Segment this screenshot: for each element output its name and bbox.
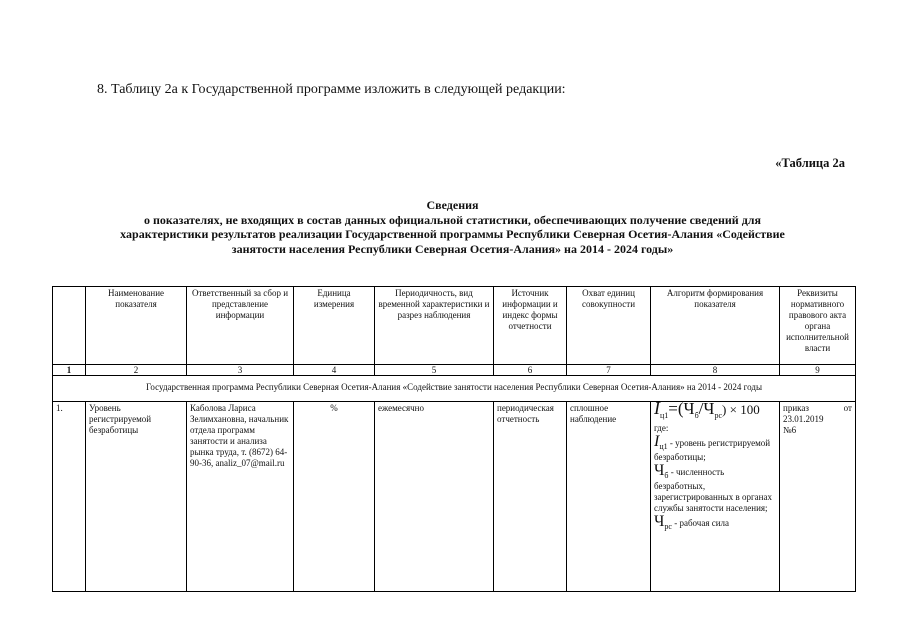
header-col-8: Алгоритм формирования показателя [651, 287, 780, 365]
information-source: периодическая отчетность [494, 402, 567, 592]
term-unemployment-rate [654, 433, 776, 463]
term2-sub: б [664, 470, 669, 480]
intro-paragraph: 8. Таблицу 2а к Государственной программе изложить в следующей редакции: [97, 82, 566, 97]
coverage: сплошное наблюдение [567, 402, 651, 592]
formula-den: Ч [703, 399, 715, 418]
header-col-5: Периодичность, вид временной характеристики и разрез наблюдения [375, 287, 494, 365]
header-col-2: Наименование показателя [86, 287, 187, 365]
algorithm-cell [651, 398, 780, 592]
header-col-3: Ответственный за сбор и представление информации [187, 287, 294, 365]
formula-tail: ) × 100 [722, 402, 760, 417]
col-number-3: 3 [187, 365, 294, 376]
formula-num-sub: б [694, 411, 699, 420]
periodicity: ежемесячно [375, 402, 494, 592]
title-line-2: о показателях, не входящих в состав данных официальной статистики, обеспечивающих получение сведений для [143, 212, 762, 227]
term1-symbol: I [654, 433, 660, 450]
formula-num: Ч [683, 399, 695, 418]
header-col-6: Источник информации и индекс формы отчетности [494, 287, 567, 365]
header-col-1 [53, 287, 86, 365]
title-line-4: занятости населения Республики Северная Осетия-Алания» на 2014 - 2024 годы» [231, 241, 674, 256]
col-number-1: 1 [53, 365, 86, 376]
formula-den-sub: рс [714, 411, 723, 420]
program-title-cell: Государственная программа Республики Северная Осетия-Алания «Содействие занятости населения Республики Северная Осетия-Алания» на 2014 - 2024 годы [53, 376, 856, 402]
indicators-table [52, 286, 856, 592]
col-number-9: 9 [780, 365, 856, 376]
col-number-8: 8 [651, 365, 780, 376]
row-number: 1. [53, 402, 86, 592]
title-line-1: Сведения [426, 198, 479, 212]
req-word-order: приказ [783, 403, 809, 413]
col-number-6: 6 [494, 365, 567, 376]
header-col-4: Единица измерения [294, 287, 375, 365]
header-col-7: Охват единиц совокупности [567, 287, 651, 365]
term3-desc: - рабочая сила [671, 517, 730, 528]
program-row [53, 376, 856, 402]
table-header-row [53, 287, 856, 365]
term1-desc: - уровень регистрируемой безработицы; [654, 438, 771, 462]
requisites-first-line [783, 403, 852, 414]
unit-of-measure: % [294, 402, 375, 592]
col-number-2: 2 [86, 365, 187, 376]
table-row [53, 402, 856, 592]
term-unemployed-count [654, 461, 776, 514]
formula-lhs: I [654, 398, 660, 418]
responsible-person: Каболова Лариса Зелимхановна, начальник отдела программ занятости и анализа рынка труда, т. (8672) 64-90-36, analiz_07@mail.ru [187, 402, 294, 592]
where-label: где: [654, 423, 669, 433]
formula-lhs-sub: ц1 [660, 411, 669, 420]
col-number-4: 4 [294, 365, 375, 376]
requisites-date: 23.01.2019 [783, 414, 824, 424]
term2-symbol: Ч [654, 461, 665, 479]
col-number-7: 7 [567, 365, 651, 376]
requisites-number: №6 [783, 425, 797, 435]
term3-symbol: Ч [654, 512, 665, 530]
term3-sub: рс [664, 521, 672, 531]
term1-sub: ц1 [659, 441, 668, 451]
table-label: «Таблица 2а [775, 156, 845, 170]
document-title [50, 198, 855, 256]
unemployment-formula [654, 398, 760, 420]
term-labor-force [654, 512, 776, 532]
req-word-from: от [843, 403, 852, 413]
term2-desc: - численность безработных, зарегистрированных в органах службы занятости населения; [654, 466, 772, 513]
header-col-9: Реквизиты нормативного правового акта органа исполнительной власти [780, 287, 856, 365]
formula-eq: =( [668, 399, 684, 418]
formula-slash: / [698, 399, 704, 418]
title-line-3: характеристики результатов реализации Государственной программы Республики Северная Осетия-Алания «Содействие [120, 227, 785, 241]
column-number-row [53, 365, 856, 376]
indicator-name: Уровень регистрируемой безработицы [86, 402, 187, 592]
col-number-5: 5 [375, 365, 494, 376]
legal-act-requisites [780, 402, 856, 592]
